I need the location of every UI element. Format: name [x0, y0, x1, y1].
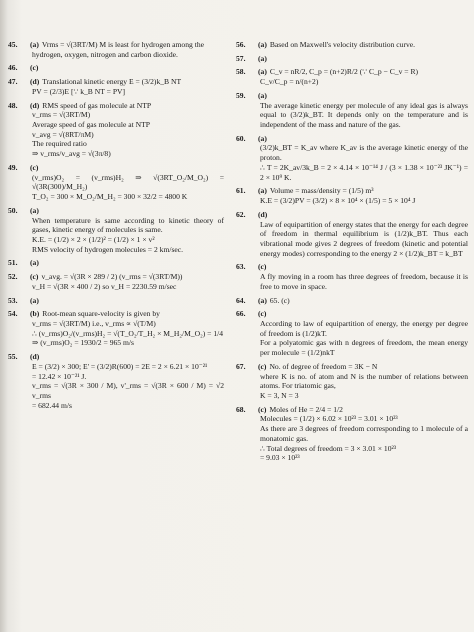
- question-number: 68.: [236, 404, 246, 414]
- explanation-line: RMS velocity of hydrogen molecules = 2 km/sec.: [32, 244, 184, 254]
- explanation-line: (v_rms)O₂ = (v_rms)H₂ ⇒ √(3RT_O₂/M_O₂) = √(3R(300)/M_H₂): [32, 172, 224, 192]
- explanation-line: According to law of equipartition of energy, the energy per degree of freedom is (1/2)kT.: [260, 318, 468, 338]
- explanation-line: v_avg. = √(3R × 289 / 2) (v_rms = √(3RT/M)): [41, 272, 183, 282]
- explanation-line: hydrogen, oxygen, nitrogen and carbon dioxide.: [32, 49, 178, 59]
- answer-option: (c): [30, 272, 39, 282]
- answer-item: [236, 405, 468, 463]
- explanation-line: v_rms = √(3RT/M) i.e., v_rms ∝ √(T/M): [32, 318, 156, 328]
- explanation-line: When temperature is same according to kinetic theory of gases, kinetic energy of molecules is same.: [32, 215, 224, 235]
- question-number: 54.: [8, 309, 18, 319]
- explanation-line: v_avg = √(8RT/πM): [32, 129, 94, 139]
- answer-option: (c): [258, 404, 267, 414]
- answer-item: [8, 101, 224, 159]
- explanation-line: ∴ (v_rms)O₂/(v_rms)H₂ = √(T_O₂/T_H₂ × M_H₂/M_O₂) = 1/4: [32, 328, 224, 338]
- explanation-line: K.E. = (1/2) × 2 × (1/2)² = (1/2) × 1 × v²: [32, 234, 155, 244]
- explanation-line: Law of equipartition of energy states that the energy for each degree of freedom in thermal equilibrium is (1/2)k_BT. Thus each vibrational mode gives 2 degrees of freedom (kinetic and potential energy modes) corresponding to the energy 2 × (1/2)k_BT = k_BT: [260, 219, 468, 258]
- answer-option: (d): [30, 100, 40, 110]
- explanation-line: ⇒ v_rms/v_avg = √(3π/8): [32, 149, 111, 159]
- answer-item: [8, 258, 224, 268]
- question-number: 55.: [8, 352, 18, 362]
- explanation-line: v_rms = √(3RT/M): [32, 110, 91, 120]
- answer-option: (c): [30, 162, 39, 172]
- explanation-line: v_H = √(3R × 400 / 2) so v_H = 2230.59 m/sec: [32, 281, 177, 291]
- question-number: 60.: [236, 133, 246, 143]
- answer-item: [8, 77, 224, 96]
- answer-option: (a): [258, 186, 267, 196]
- explanation-line: Vrms = √(3RT/M) M is least for hydrogen among the: [41, 40, 204, 49]
- answer-option: (c): [30, 63, 39, 73]
- answer-item: [8, 40, 224, 59]
- question-number: 45.: [8, 40, 18, 49]
- explanation-line: where K is no. of atom and N is the number of relations between atoms. For triatomic gas,: [260, 371, 468, 391]
- answer-option: (a): [30, 40, 39, 49]
- answer-item: [8, 352, 224, 410]
- answer-item: [8, 309, 224, 348]
- explanation-line: ∴ Total degrees of freedom = 3 × 3.01 × 10²³: [260, 443, 397, 453]
- explanation-line: Average speed of gas molecule at NTP: [32, 120, 150, 130]
- answer-option: (a): [30, 205, 39, 215]
- answer-option: (a): [30, 258, 39, 268]
- explanation-line: ⇒ (v_rms)O₂ = 1930/2 = 965 m/s: [32, 338, 134, 348]
- answer-option: (a): [258, 133, 267, 143]
- answer-item: [236, 262, 468, 291]
- answer-option: (a): [258, 90, 267, 100]
- explanation-line: For a polyatomic gas with n degrees of freedom, the mean energy per molecule = (1/2)nkT: [260, 338, 468, 358]
- question-number: 67.: [236, 361, 246, 371]
- question-number: 47.: [8, 77, 18, 87]
- explanation-line: E = (3/2) × 300; E' = (3/2)R(600) = 2E = 2 × 6.21 × 10⁻²¹: [32, 361, 208, 371]
- explanation-line: The average kinetic energy per molecule of any ideal gas is always equal to (3/2)k_BT. It depends only on the temperature and is independent of the mass and nature of the gas.: [260, 100, 468, 130]
- answer-item: [236, 186, 468, 205]
- explanation-line: 65. (c): [269, 295, 290, 305]
- question-number: 57.: [236, 53, 246, 63]
- question-number: 59.: [236, 90, 246, 100]
- right-column: [236, 40, 468, 467]
- answer-item: [236, 91, 468, 130]
- explanation-line: C_v/C_p = n/(n+2): [260, 77, 319, 87]
- answer-option: (d): [258, 209, 268, 219]
- answer-option: (a): [258, 67, 267, 77]
- explanation-line: A fly moving in a room has three degrees of freedom, because it is free to move in space.: [260, 272, 468, 291]
- question-number: 63.: [236, 262, 246, 272]
- explanation-line: = 9.03 × 10²³: [260, 453, 300, 463]
- answer-item: [8, 63, 224, 73]
- answer-item: [8, 206, 224, 255]
- question-number: 64.: [236, 295, 246, 305]
- answer-option: (a): [30, 295, 39, 305]
- question-number: 51.: [8, 258, 18, 268]
- answer-item: [8, 163, 224, 202]
- explanation-line: = 12.42 × 10⁻²¹ J.: [32, 371, 87, 381]
- explanation-line: Volume = mass/density = (1/5) m³: [269, 186, 374, 196]
- answer-item: [236, 134, 468, 183]
- question-number: 61.: [236, 186, 246, 196]
- explanation-line: C_v = nR/2, C_p = (n+2)R/2 (∵ C_p − C_v = R): [269, 67, 419, 77]
- question-number: 62.: [236, 209, 246, 219]
- answer-option: (a): [258, 295, 267, 305]
- question-number: 58.: [236, 67, 246, 77]
- explanation-line: As there are 3 degrees of freedom corresponding to 1 molecule of a monatomic gas.: [260, 424, 468, 443]
- explanation-line: PV = (2/3)E [∵ k_B NT = PV]: [32, 86, 126, 96]
- explanation-line: T_O₂ = 300 × M_O₂/M_H₂ = 300 × 32/2 = 4800 K: [32, 192, 188, 202]
- answer-option: (c): [258, 262, 267, 272]
- question-number: 50.: [8, 205, 18, 215]
- left-column: [8, 40, 224, 414]
- explanation-line: = 682.44 m/s: [32, 400, 72, 410]
- question-number: 52.: [8, 272, 18, 282]
- explanation-line: Moles of He = 2/4 = 1/2: [269, 404, 343, 414]
- explanation-line: K.E = (3/2)PV = (3/2) × 8 × 10⁴ × (1/5) = 5 × 10⁴ J: [260, 196, 416, 206]
- explanation-line: (3/2)k_BT = K_av where K_av is the average kinetic energy of the proton.: [260, 143, 468, 163]
- explanation-line: The required ratio: [32, 139, 87, 149]
- explanation-line: v_rms = √(3R × 300 / M), v'_rms = √(3R × 600 / M) = √2 v_rms: [32, 381, 224, 400]
- question-number: 46.: [8, 63, 18, 73]
- answer-option: (a): [258, 53, 267, 63]
- question-number: 49.: [8, 162, 18, 172]
- answer-option: (d): [30, 352, 40, 362]
- question-number: 53.: [8, 295, 18, 305]
- explanation-line: Root-mean square-velocity is given by: [42, 309, 160, 319]
- answer-item: [236, 362, 468, 401]
- answer-item: [236, 309, 468, 358]
- question-number: 48.: [8, 100, 18, 110]
- answer-item: [236, 54, 468, 64]
- explanation-line: Translational kinetic energy E = (3/2)k_B NT: [42, 77, 182, 87]
- answer-option: (b): [30, 309, 40, 319]
- answer-option: (a): [258, 40, 267, 49]
- answer-option: (c): [258, 361, 267, 371]
- answer-item: [236, 67, 468, 86]
- explanation-line: Molecules = (1/2) × 6.02 × 10²³ = 3.01 × 10²³: [260, 414, 398, 424]
- explanation-line: Based on Maxwell's velocity distribution curve.: [269, 40, 416, 49]
- explanation-line: K = 3, N = 3: [260, 391, 299, 400]
- answer-item: [8, 272, 224, 291]
- explanation-line: ∴ T = 2K_av/3k_B = 2 × 4.14 × 10⁻¹⁴ J / (3 × 1.38 × 10⁻²³ JK⁻¹) = 2 × 10⁹ K.: [260, 162, 468, 182]
- answer-item: [236, 40, 468, 50]
- explanation-line: No. of degree of freedom = 3K − N: [269, 361, 378, 371]
- answer-item: [236, 296, 468, 306]
- question-number: 66.: [236, 309, 246, 319]
- question-number: 56.: [236, 40, 246, 49]
- answer-item: [8, 296, 224, 306]
- answer-item: [236, 210, 468, 259]
- answer-option: (c): [258, 309, 267, 319]
- explanation-line: RMS speed of gas molecule at NTP: [42, 100, 152, 110]
- answer-option: (d): [30, 77, 40, 87]
